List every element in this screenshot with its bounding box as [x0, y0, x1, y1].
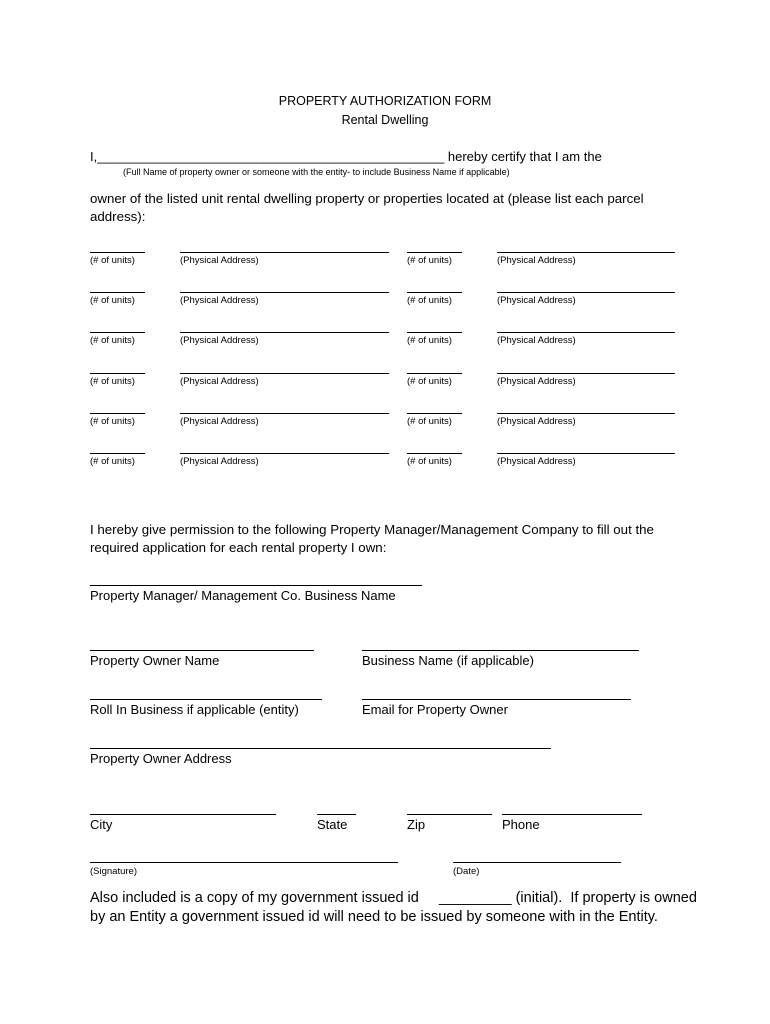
address-blank-2[interactable]	[497, 292, 675, 293]
address-caption-2: (Physical Address)	[497, 255, 576, 266]
address-caption-2: (Physical Address)	[497, 335, 576, 347]
date-label: (Date)	[453, 866, 480, 877]
state-blank[interactable]	[317, 814, 356, 815]
units-blank-2[interactable]	[407, 373, 462, 374]
roll-in-label: Roll In Business if applicable (entity)	[90, 702, 299, 717]
business-name-blank[interactable]	[362, 650, 639, 651]
zip-label: Zip	[407, 817, 426, 832]
owner-name-label: Property Owner Name	[90, 653, 220, 668]
units-blank[interactable]	[90, 252, 145, 253]
units-blank[interactable]	[90, 292, 145, 293]
address-caption: (Physical Address)	[180, 255, 259, 266]
certify-line	[90, 149, 602, 164]
city-label: City	[90, 817, 113, 832]
business-name-label: Business Name (if applicable)	[362, 653, 534, 668]
address-blank[interactable]	[180, 252, 389, 253]
units-caption-2: (# of units)	[407, 335, 452, 347]
address-blank-2[interactable]	[497, 453, 675, 454]
email-label: Email for Property Owner	[362, 702, 508, 717]
id-paragraph: Also included is a copy of my government issued id _________ (initial). If property is owned by an Entity a government issued id will need to be issued by someone with in the Entity.	[90, 890, 701, 925]
units-blank[interactable]	[90, 453, 145, 454]
address-caption: (Physical Address)	[180, 415, 259, 427]
units-caption: (# of units)	[90, 255, 135, 266]
owner-name-blank[interactable]: ________________________________________________	[97, 149, 445, 164]
units-blank[interactable]	[90, 332, 145, 333]
zip-blank[interactable]	[407, 814, 492, 815]
units-blank-2[interactable]	[407, 292, 462, 293]
signature-label: (Signature)	[90, 866, 137, 877]
owner-address-blank[interactable]	[90, 748, 551, 749]
address-caption-2: (Physical Address)	[497, 375, 576, 387]
address-blank-2[interactable]	[497, 413, 675, 414]
units-blank[interactable]	[90, 413, 145, 414]
owner-address-label: Property Owner Address	[90, 751, 232, 766]
address-caption-2: (Physical Address)	[497, 415, 576, 427]
units-blank-2[interactable]	[407, 252, 462, 253]
address-caption: (Physical Address)	[180, 295, 259, 307]
roll-in-blank[interactable]	[90, 699, 322, 700]
units-caption-2: (# of units)	[407, 456, 452, 467]
owner-paragraph: owner of the listed unit rental dwelling property or properties located at (please list each parcel address):	[90, 191, 644, 224]
manager-label: Property Manager/ Management Co. Business Name	[90, 588, 396, 603]
units-caption: (# of units)	[90, 295, 135, 307]
certify-prefix: I,	[90, 149, 98, 164]
address-caption: (Physical Address)	[180, 375, 259, 387]
owner-name-blank-line[interactable]	[90, 650, 314, 651]
units-caption: (# of units)	[90, 456, 135, 467]
address-blank-2[interactable]	[497, 332, 675, 333]
permission-paragraph: I hereby give permission to the following Property Manager/Management Company to fill out the required application for each rental property I own:	[90, 522, 654, 555]
address-blank[interactable]	[180, 413, 389, 414]
address-blank-2[interactable]	[497, 252, 675, 253]
units-caption-2: (# of units)	[407, 295, 452, 307]
address-blank[interactable]	[180, 292, 389, 293]
phone-blank[interactable]	[502, 814, 642, 815]
units-caption-2: (# of units)	[407, 375, 452, 387]
form-title: PROPERTY AUTHORIZATION FORM	[278, 94, 492, 108]
form-subtitle: Rental Dwelling	[341, 113, 429, 127]
units-caption-2: (# of units)	[407, 415, 452, 427]
city-blank[interactable]	[90, 814, 276, 815]
address-blank[interactable]	[180, 332, 389, 333]
units-blank-2[interactable]	[407, 413, 462, 414]
units-blank[interactable]	[90, 373, 145, 374]
date-blank[interactable]	[453, 862, 621, 863]
address-caption: (Physical Address)	[180, 456, 259, 467]
certify-note: (Full Name of property owner or someone with the entity- to include Business Name if applicable)	[123, 167, 510, 177]
units-caption: (# of units)	[90, 335, 135, 347]
units-blank-2[interactable]	[407, 453, 462, 454]
email-blank[interactable]	[362, 699, 631, 700]
address-caption: (Physical Address)	[180, 335, 259, 347]
units-caption: (# of units)	[90, 375, 135, 387]
signature-blank[interactable]	[90, 862, 398, 863]
address-blank[interactable]	[180, 453, 389, 454]
certify-suffix: hereby certify that I am the	[444, 149, 602, 164]
address-caption-2: (Physical Address)	[497, 456, 576, 467]
address-blank-2[interactable]	[497, 373, 675, 374]
address-blank[interactable]	[180, 373, 389, 374]
manager-blank[interactable]	[90, 585, 422, 586]
units-caption-2: (# of units)	[407, 255, 452, 266]
phone-label: Phone	[502, 817, 540, 832]
address-caption-2: (Physical Address)	[497, 295, 576, 307]
units-blank-2[interactable]	[407, 332, 462, 333]
state-label: State	[317, 817, 348, 832]
units-caption: (# of units)	[90, 415, 135, 427]
